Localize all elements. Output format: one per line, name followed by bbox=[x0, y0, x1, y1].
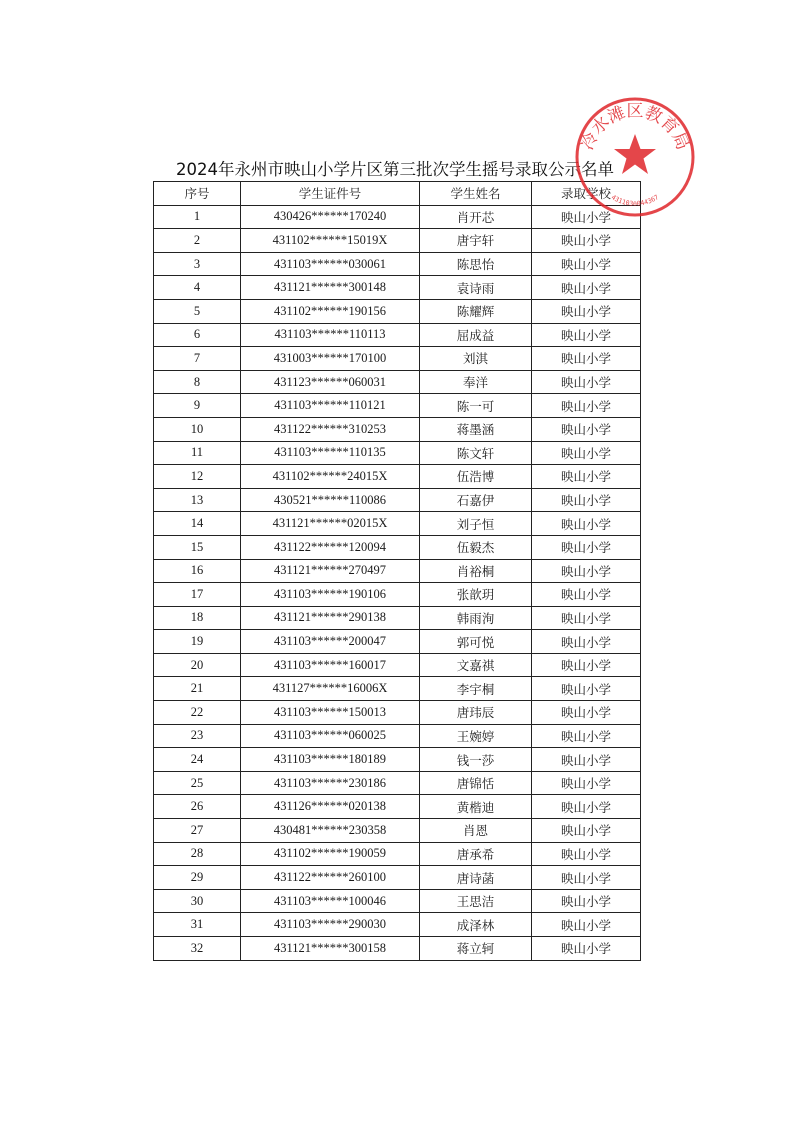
cell-no: 20 bbox=[154, 653, 241, 677]
cell-school: 映山小学 bbox=[532, 512, 641, 536]
cell-student-name: 王思洁 bbox=[420, 889, 532, 913]
cell-no: 10 bbox=[154, 417, 241, 441]
cell-student-id: 431103******200047 bbox=[241, 630, 420, 654]
cell-student-id: 431003******170100 bbox=[241, 347, 420, 371]
cell-student-id: 431121******290138 bbox=[241, 606, 420, 630]
cell-student-id: 431102******190156 bbox=[241, 299, 420, 323]
cell-student-name: 奉洋 bbox=[420, 370, 532, 394]
cell-student-name: 刘子恒 bbox=[420, 512, 532, 536]
table-row bbox=[154, 205, 641, 229]
cell-student-id: 430426******170240 bbox=[241, 205, 420, 229]
table-row bbox=[154, 701, 641, 725]
cell-student-name: 唐诗菡 bbox=[420, 866, 532, 890]
cell-student-id: 431127******16006X bbox=[241, 677, 420, 701]
table-row bbox=[154, 677, 641, 701]
cell-school: 映山小学 bbox=[532, 748, 641, 772]
table-row bbox=[154, 866, 641, 890]
cell-student-name: 唐承希 bbox=[420, 842, 532, 866]
cell-student-id: 431103******060025 bbox=[241, 724, 420, 748]
cell-no: 22 bbox=[154, 701, 241, 725]
cell-student-id: 431103******230186 bbox=[241, 771, 420, 795]
cell-school: 映山小学 bbox=[532, 677, 641, 701]
table-row bbox=[154, 512, 641, 536]
cell-no: 24 bbox=[154, 748, 241, 772]
table-row bbox=[154, 535, 641, 559]
cell-student-name: 张歆玥 bbox=[420, 583, 532, 607]
cell-no: 32 bbox=[154, 937, 241, 961]
cell-no: 28 bbox=[154, 842, 241, 866]
cell-no: 31 bbox=[154, 913, 241, 937]
table-row bbox=[154, 748, 641, 772]
cell-school: 映山小学 bbox=[532, 937, 641, 961]
cell-no: 15 bbox=[154, 535, 241, 559]
cell-student-name: 石嘉伊 bbox=[420, 488, 532, 512]
cell-school: 映山小学 bbox=[532, 417, 641, 441]
cell-no: 14 bbox=[154, 512, 241, 536]
cell-no: 1 bbox=[154, 205, 241, 229]
cell-student-name: 袁诗雨 bbox=[420, 276, 532, 300]
cell-school: 映山小学 bbox=[532, 370, 641, 394]
table-row bbox=[154, 889, 641, 913]
cell-student-id: 431121******02015X bbox=[241, 512, 420, 536]
cell-school: 映山小学 bbox=[532, 653, 641, 677]
cell-student-id: 431103******150013 bbox=[241, 701, 420, 725]
cell-no: 21 bbox=[154, 677, 241, 701]
cell-student-name: 王婉婷 bbox=[420, 724, 532, 748]
table-row bbox=[154, 583, 641, 607]
cell-student-id: 431103******160017 bbox=[241, 653, 420, 677]
cell-student-id: 431122******260100 bbox=[241, 866, 420, 890]
cell-student-id: 431103******110113 bbox=[241, 323, 420, 347]
table-row bbox=[154, 299, 641, 323]
table-row bbox=[154, 630, 641, 654]
table-row bbox=[154, 465, 641, 489]
cell-student-id: 431102******190059 bbox=[241, 842, 420, 866]
cell-student-id: 431103******030061 bbox=[241, 252, 420, 276]
cell-school: 映山小学 bbox=[532, 701, 641, 725]
cell-school: 映山小学 bbox=[532, 795, 641, 819]
table-row bbox=[154, 842, 641, 866]
cell-school: 映山小学 bbox=[532, 583, 641, 607]
cell-school: 映山小学 bbox=[532, 299, 641, 323]
cell-student-id: 431122******310253 bbox=[241, 417, 420, 441]
cell-school: 映山小学 bbox=[532, 441, 641, 465]
cell-school: 映山小学 bbox=[532, 535, 641, 559]
cell-student-id: 431121******300158 bbox=[241, 937, 420, 961]
cell-school: 映山小学 bbox=[532, 606, 641, 630]
cell-school: 映山小学 bbox=[532, 559, 641, 583]
table-row bbox=[154, 653, 641, 677]
cell-school: 映山小学 bbox=[532, 724, 641, 748]
cell-student-name: 黄楷迪 bbox=[420, 795, 532, 819]
cell-student-name: 陈文轩 bbox=[420, 441, 532, 465]
cell-student-name: 唐宇轩 bbox=[420, 229, 532, 253]
table-row bbox=[154, 606, 641, 630]
document-title: 2024年永州市映山小学片区第三批次学生摇号录取公示名单 bbox=[176, 160, 614, 179]
cell-school: 映山小学 bbox=[532, 323, 641, 347]
table-row bbox=[154, 347, 641, 371]
cell-school: 映山小学 bbox=[532, 488, 641, 512]
cell-student-name: 成泽林 bbox=[420, 913, 532, 937]
cell-no: 17 bbox=[154, 583, 241, 607]
cell-student-name: 陈耀辉 bbox=[420, 299, 532, 323]
cell-school: 映山小学 bbox=[532, 842, 641, 866]
cell-school: 映山小学 bbox=[532, 276, 641, 300]
cell-student-name: 蒋立轲 bbox=[420, 937, 532, 961]
cell-student-id: 431102******24015X bbox=[241, 465, 420, 489]
cell-student-name: 伍毅杰 bbox=[420, 535, 532, 559]
cell-school: 映山小学 bbox=[532, 465, 641, 489]
cell-student-name: 屈成益 bbox=[420, 323, 532, 347]
cell-no: 19 bbox=[154, 630, 241, 654]
cell-student-name: 肖开芯 bbox=[420, 205, 532, 229]
table-row bbox=[154, 394, 641, 418]
cell-no: 8 bbox=[154, 370, 241, 394]
seal-number: 4311030044367 bbox=[609, 193, 661, 208]
cell-no: 29 bbox=[154, 866, 241, 890]
cell-no: 11 bbox=[154, 441, 241, 465]
cell-no: 23 bbox=[154, 724, 241, 748]
table-row bbox=[154, 417, 641, 441]
cell-school: 映山小学 bbox=[532, 819, 641, 843]
table-row bbox=[154, 795, 641, 819]
cell-student-name: 钱一莎 bbox=[420, 748, 532, 772]
cell-student-name: 陈一可 bbox=[420, 394, 532, 418]
header-id: 学生证件号 bbox=[241, 182, 420, 206]
cell-no: 13 bbox=[154, 488, 241, 512]
cell-student-id: 431103******180189 bbox=[241, 748, 420, 772]
cell-student-name: 韩雨洵 bbox=[420, 606, 532, 630]
cell-no: 27 bbox=[154, 819, 241, 843]
cell-school: 映山小学 bbox=[532, 866, 641, 890]
cell-student-name: 文嘉祺 bbox=[420, 653, 532, 677]
cell-student-name: 唐锦恬 bbox=[420, 771, 532, 795]
cell-school: 映山小学 bbox=[532, 630, 641, 654]
cell-student-id: 431103******100046 bbox=[241, 889, 420, 913]
table-header-row bbox=[154, 182, 641, 206]
cell-no: 16 bbox=[154, 559, 241, 583]
header-name: 学生姓名 bbox=[420, 182, 532, 206]
table-row bbox=[154, 276, 641, 300]
cell-student-name: 伍浩博 bbox=[420, 465, 532, 489]
header-school: 录取学校 bbox=[532, 182, 641, 206]
cell-school: 映山小学 bbox=[532, 205, 641, 229]
cell-no: 6 bbox=[154, 323, 241, 347]
cell-student-id: 431126******020138 bbox=[241, 795, 420, 819]
cell-student-id: 430521******110086 bbox=[241, 488, 420, 512]
table-row bbox=[154, 771, 641, 795]
table-row bbox=[154, 323, 641, 347]
cell-student-name: 郭可悦 bbox=[420, 630, 532, 654]
cell-school: 映山小学 bbox=[532, 347, 641, 371]
cell-student-name: 李宇桐 bbox=[420, 677, 532, 701]
seal-text: 冷水滩区教育局 bbox=[577, 101, 693, 153]
admission-table bbox=[153, 181, 641, 961]
table-row bbox=[154, 370, 641, 394]
cell-no: 2 bbox=[154, 229, 241, 253]
table-row bbox=[154, 724, 641, 748]
cell-student-id: 431102******15019X bbox=[241, 229, 420, 253]
cell-school: 映山小学 bbox=[532, 889, 641, 913]
cell-student-name: 肖恩 bbox=[420, 819, 532, 843]
cell-no: 9 bbox=[154, 394, 241, 418]
table-body bbox=[154, 205, 641, 960]
cell-no: 12 bbox=[154, 465, 241, 489]
cell-student-name: 陈思怡 bbox=[420, 252, 532, 276]
table-row bbox=[154, 441, 641, 465]
table-row bbox=[154, 252, 641, 276]
table-row bbox=[154, 488, 641, 512]
table-row bbox=[154, 913, 641, 937]
cell-no: 25 bbox=[154, 771, 241, 795]
table-row bbox=[154, 819, 641, 843]
cell-student-id: 430481******230358 bbox=[241, 819, 420, 843]
cell-student-id: 431121******300148 bbox=[241, 276, 420, 300]
cell-no: 5 bbox=[154, 299, 241, 323]
table-row bbox=[154, 937, 641, 961]
cell-student-id: 431103******190106 bbox=[241, 583, 420, 607]
cell-no: 26 bbox=[154, 795, 241, 819]
table-row bbox=[154, 229, 641, 253]
cell-no: 3 bbox=[154, 252, 241, 276]
cell-no: 7 bbox=[154, 347, 241, 371]
header-no: 序号 bbox=[154, 182, 241, 206]
cell-school: 映山小学 bbox=[532, 913, 641, 937]
cell-student-name: 肖裕桐 bbox=[420, 559, 532, 583]
cell-student-name: 唐玮辰 bbox=[420, 701, 532, 725]
cell-student-id: 431103******110121 bbox=[241, 394, 420, 418]
cell-student-name: 蒋墨涵 bbox=[420, 417, 532, 441]
cell-school: 映山小学 bbox=[532, 771, 641, 795]
cell-school: 映山小学 bbox=[532, 229, 641, 253]
cell-student-id: 431121******270497 bbox=[241, 559, 420, 583]
cell-student-id: 431103******110135 bbox=[241, 441, 420, 465]
cell-school: 映山小学 bbox=[532, 394, 641, 418]
cell-school: 映山小学 bbox=[532, 252, 641, 276]
cell-student-id: 431122******120094 bbox=[241, 535, 420, 559]
cell-student-id: 431103******290030 bbox=[241, 913, 420, 937]
cell-student-name: 刘淇 bbox=[420, 347, 532, 371]
table-row bbox=[154, 559, 641, 583]
cell-no: 4 bbox=[154, 276, 241, 300]
cell-no: 30 bbox=[154, 889, 241, 913]
cell-student-id: 431123******060031 bbox=[241, 370, 420, 394]
cell-no: 18 bbox=[154, 606, 241, 630]
